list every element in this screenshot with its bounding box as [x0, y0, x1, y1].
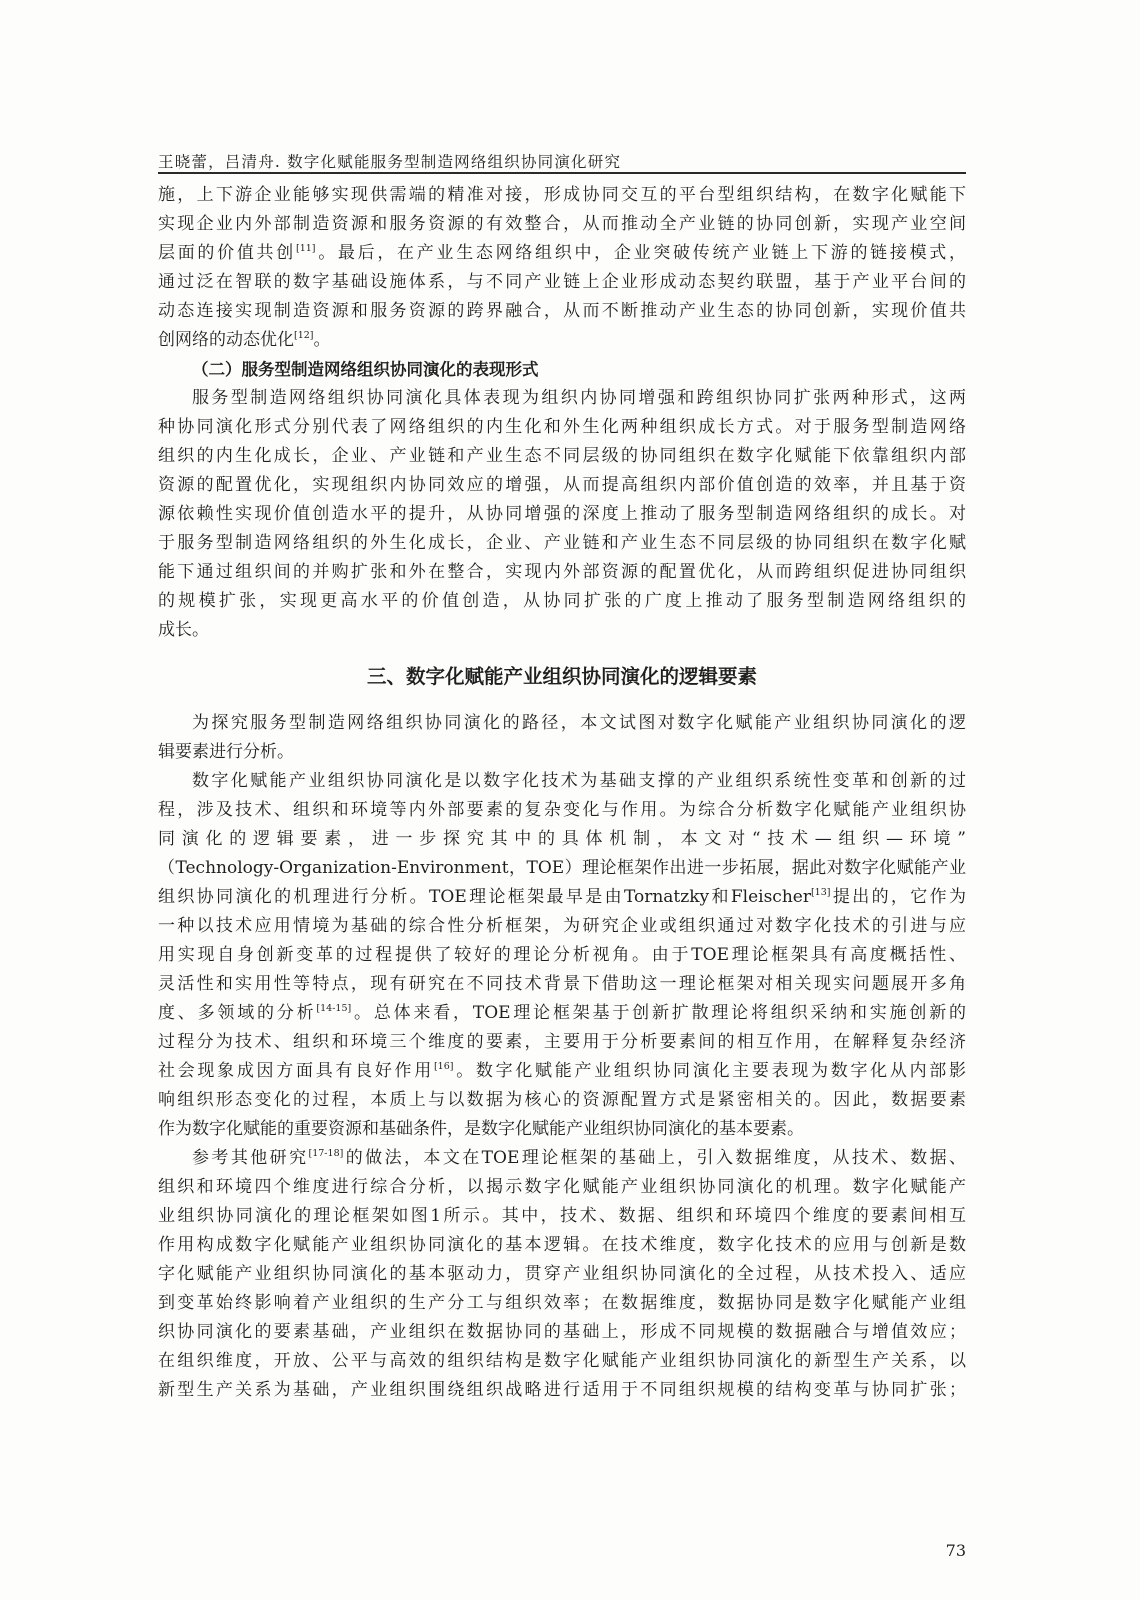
citation-ref: [11] — [295, 243, 316, 254]
text-line: 织协同演化的要素基础，产业组织在数据协同的基础上，形成不同规模的数据融合与增值效应； — [158, 1322, 966, 1342]
section-heading: 三、数字化赋能产业组织协同演化的逻辑要素 — [366, 665, 757, 688]
text-line: 组织的内生化成长，企业、产业链和产业生态不同层级的协同组织在数字化赋能下依靠组织内部 — [158, 446, 966, 466]
paragraph — [158, 1144, 966, 1405]
text-line: 动态连接实现制造资源和服务资源的跨界融合，从而不断推动产业生态的协同创新，实现价值共 — [158, 301, 966, 321]
header-rule — [158, 172, 966, 174]
citation-ref: [12] — [294, 330, 314, 341]
text-line: 过程分为技术、组织和环境三个维度的要素，主要用于分析要素间的相互作用，在解释复杂经济 — [158, 1032, 966, 1052]
text-line: 种协同演化形式分别代表了网络组织的内生化和外生化两种组织成长方式。对于服务型制造网络 — [158, 417, 966, 437]
text-line: 服务型制造网络组织协同演化具体表现为组织内协同增强和跨组织协同扩张两种形式，这两 — [192, 388, 966, 408]
text-line: 资源的配置优化，实现组织内协同效应的增强，从而提高组织内部价值创造的效率，并且基于资 — [158, 475, 966, 495]
text-line: 到变革始终影响着产业组织的生产分工与组织效率；在数据维度，数据协同是数字化赋能产业组 — [158, 1293, 966, 1313]
text-line: 组织和环境四个维度进行综合分析，以揭示数字化赋能产业组织协同演化的机理。数字化赋能产 — [158, 1177, 966, 1197]
page-number: 73 — [945, 1541, 966, 1560]
text-line: 通过泛在智联的数字基础设施体系，与不同产业链上企业形成动态契约联盟，基于产业平台间的 — [158, 272, 966, 292]
text-line: 于服务型制造网络组织的外生化成长，企业、产业链和产业生态不同层级的协同组织在数字化赋 — [158, 533, 966, 553]
paragraph — [158, 384, 966, 645]
article-body — [158, 181, 966, 1405]
text-line: 成长。 — [158, 620, 209, 640]
text-line: 参考其他研究[17-18]的做法，本文在TOE理论框架的基础上，引入数据维度，从技术、数据、 — [192, 1148, 966, 1168]
text-line: 层面的价值共创[11]。最后，在产业生态网络组织中，企业突破传统产业链上下游的链接模式， — [158, 243, 966, 263]
text-line: 字化赋能产业组织协同演化的基本驱动力，贯穿产业组织协同演化的全过程，从技术投入、适应 — [158, 1264, 966, 1284]
text-line: 业组织协同演化的理论框架如图1所示。其中，技术、数据、组织和环境四个维度的要素间相互 — [158, 1206, 966, 1226]
text-line: 灵活性和实用性等特点，现有研究在不同技术背景下借助这一理论框架对相关现实问题展开多角 — [158, 974, 966, 994]
citation-ref: [13] — [810, 887, 831, 898]
running-header: 王晓蕾，吕清舟. 数字化赋能服务型制造网络组织协同演化研究 — [158, 153, 622, 171]
citation-ref: [16] — [433, 1061, 454, 1072]
text-line: 辑要素进行分析。 — [158, 742, 294, 762]
text-line: 响组织形态变化的过程，本质上与以数据为核心的资源配置方式是紧密相关的。因此，数据要素 — [158, 1090, 966, 1110]
text-line: 作用构成数字化赋能产业组织协同演化的基本逻辑。在技术维度，数字化技术的应用与创新是数 — [158, 1235, 966, 1255]
text-line: 为探究服务型制造网络组织协同演化的路径，本文试图对数字化赋能产业组织协同演化的逻 — [192, 713, 966, 733]
text-line: 新型生产关系为基础，产业组织围绕组织战略进行适用于不同组织规模的结构变革与协同扩张； — [158, 1380, 966, 1400]
text-line: 在组织维度，开放、公平与高效的组织结构是数字化赋能产业组织协同演化的新型生产关系，以 — [158, 1351, 966, 1371]
subsection-heading: （二）服务型制造网络组织协同演化的表现形式 — [192, 360, 539, 379]
text-line: 实现企业内外部制造资源和服务资源的有效整合，从而推动全产业链的协同创新，实现产业空间 — [158, 214, 966, 234]
text-line: 一种以技术应用情境为基础的综合性分析框架，为研究企业或组织通过对数字化技术的引进与应 — [158, 916, 966, 936]
text-line: （Technology-Organization-Environment，TOE）理论框架作出进一步拓展，据此对数字化赋能产业 — [158, 858, 966, 878]
text-line: 用实现自身创新变革的过程提供了较好的理论分析视角。由于TOE理论框架具有高度概括性、 — [158, 945, 966, 965]
text-line: 程，涉及技术、组织和环境等内外部要素的复杂变化与作用。为综合分析数字化赋能产业组织协 — [158, 800, 966, 820]
citation-ref: [17-18] — [308, 1148, 344, 1159]
text-line: 能下通过组织间的并购扩张和外在整合，实现内外部资源的配置优化，从而跨组织促进协同组织 — [158, 562, 966, 582]
text-line: 的规模扩张，实现更高水平的价值创造，从协同扩张的广度上推动了服务型制造网络组织的 — [158, 591, 966, 611]
citation-ref: [14-15] — [316, 1003, 352, 1014]
text-line: 度、多领域的分析[14-15]。总体来看，TOE理论框架基于创新扩散理论将组织采纳和实施创新的 — [158, 1003, 966, 1023]
text-line: 创网络的动态优化[12]。 — [158, 330, 331, 350]
paragraph — [158, 181, 966, 355]
text-line: 作为数字化赋能的重要资源和基础条件，是数字化赋能产业组织协同演化的基本要素。 — [158, 1119, 804, 1139]
text-line: 源依赖性实现价值创造水平的提升，从协同增强的深度上推动了服务型制造网络组织的成长。对 — [158, 504, 966, 524]
text-line: 社会现象成因方面具有良好作用[16]。数字化赋能产业组织协同演化主要表现为数字化从内部影 — [158, 1061, 966, 1081]
paragraph — [158, 709, 966, 767]
text-line: 施，上下游企业能够实现供需端的精准对接，形成协同交互的平台型组织结构，在数字化赋能下 — [158, 185, 966, 205]
text-line: 同演化的逻辑要素，进一步探究其中的具体机制，本文对“技术—组织—环境” — [158, 829, 966, 849]
paragraph — [158, 767, 966, 1144]
text-line: 组织协同演化的机理进行分析。TOE理论框架最早是由Tornatzky和Fleischer[13]提出的，它作为 — [158, 887, 967, 907]
text-line: 数字化赋能产业组织协同演化是以数字化技术为基础支撑的产业组织系统性变革和创新的过 — [192, 771, 966, 791]
